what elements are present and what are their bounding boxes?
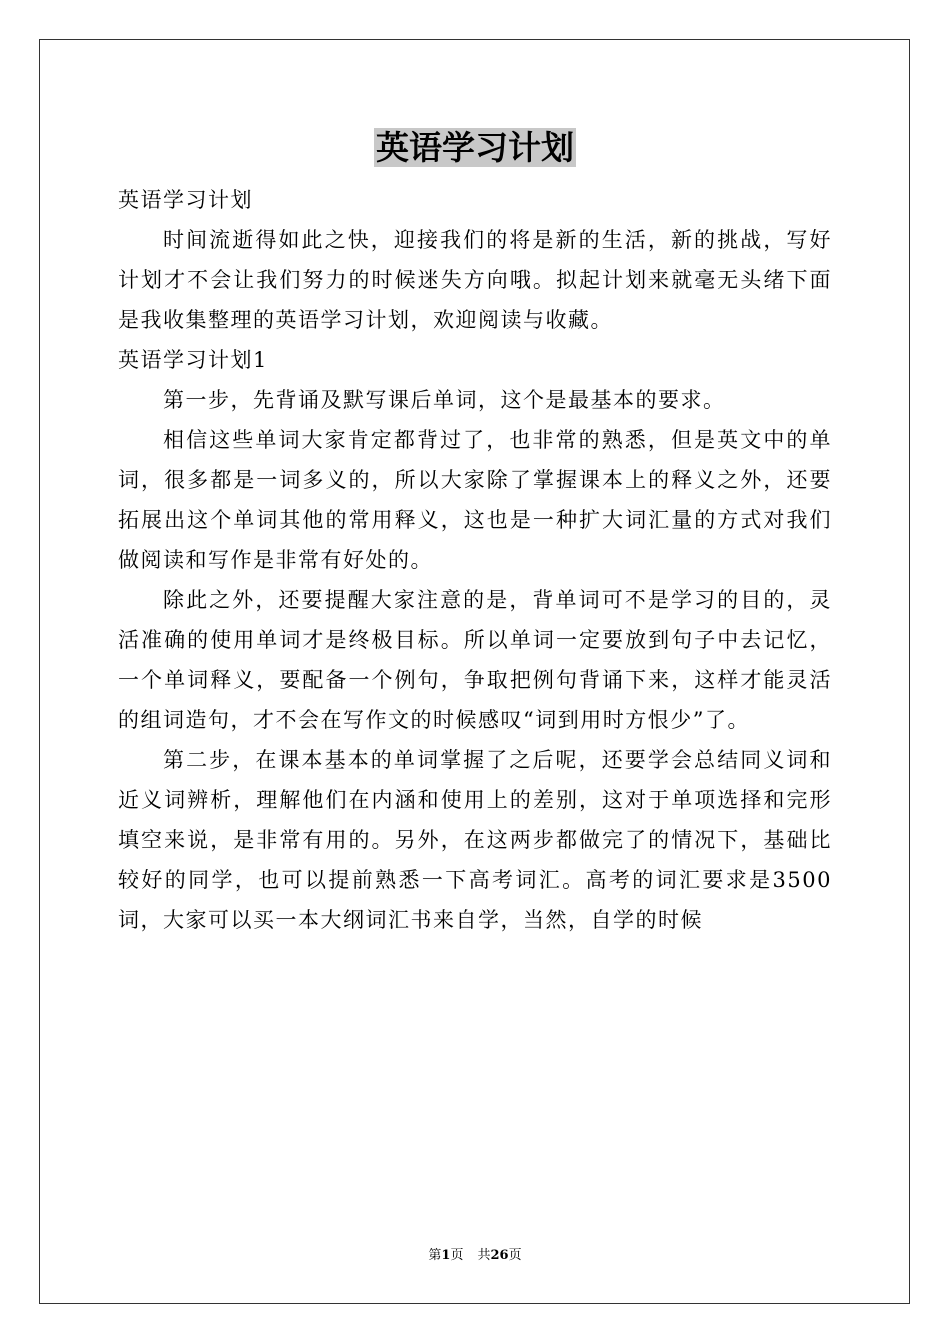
- total-suffix: 页: [508, 1248, 522, 1263]
- page-number: 1: [441, 1248, 451, 1263]
- page-suffix: 页: [450, 1248, 464, 1263]
- document-body: [118, 180, 832, 940]
- paragraph: 相信这些单词大家肯定都背过了，也非常的熟悉，但是英文中的单词，很多都是一词多义的，所以大家除了掌握课本上的释义之外，还要拓展出这个单词其他的常用释义，这也是一种扩大词汇量的方式对我们做阅读和写作是非常有好处的。: [118, 428, 832, 572]
- paragraph: 除此之外，还要提醒大家注意的是，背单词可不是学习的目的，灵活准确的使用单词才是终极目标。所以单词一定要放到句子中去记忆，一个单词释义，要配备一个例句，争取把例句背诵下来，这样才能灵活的组词造句，才不会在写作文的时候感叹“词到用时方恨少”了。: [118, 588, 832, 732]
- page-footer: [0, 1246, 950, 1266]
- paragraph: 时间流逝得如此之快，迎接我们的将是新的生活，新的挑战，写好计划才不会让我们努力的时候迷失方向哦。拟起计划来就毫无头绪下面是我收集整理的英语学习计划，欢迎阅读与收藏。: [118, 228, 832, 332]
- total-prefix: 共: [477, 1248, 491, 1263]
- page-prefix: 第: [428, 1248, 442, 1263]
- paragraph: 第一步，先背诵及默写课后单词，这个是最基本的要求。: [163, 388, 726, 412]
- document-title-text: 英语学习计划: [376, 128, 574, 167]
- document-title: [0, 124, 950, 172]
- paragraph: 英语学习计划1: [118, 348, 268, 372]
- total-pages: 26: [490, 1248, 509, 1263]
- paragraph: 第二步，在课本基本的单词掌握了之后呢，还要学会总结同义词和近义词辨析，理解他们在内涵和使用上的差别，这对于单项选择和完形填空来说，是非常有用的。另外，在这两步都做完了的情况下，基础比较好的同学，也可以提前熟悉一下高考词汇。高考的词汇要求是3500词，大家可以买一本大纲词汇书来自学，当然，自学的时候: [118, 748, 832, 932]
- paragraph: 英语学习计划: [118, 188, 253, 212]
